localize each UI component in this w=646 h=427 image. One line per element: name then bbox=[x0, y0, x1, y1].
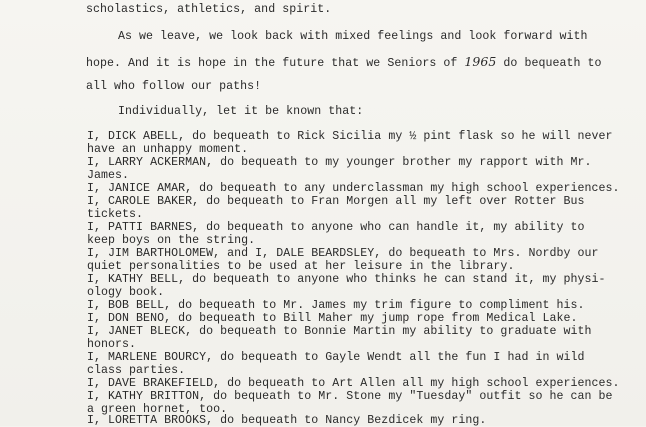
intro-line bbox=[86, 55, 602, 70]
bequest-line: a green hornet, too. bbox=[87, 403, 228, 416]
intro-heading: Individually, let it be known that: bbox=[118, 105, 364, 118]
bequest-line: keep boys on the string. bbox=[87, 234, 256, 247]
intro-line: As we leave, we look back with mixed feelings and look forward with bbox=[118, 30, 588, 43]
bequest-line: I, LARRY ACKERMAN, do bequeath to my younger brother my rapport with Mr. bbox=[87, 156, 592, 169]
bequest-line: I, DAVE BRAKEFIELD, do bequeath to Art Allen all my high school experiences. bbox=[87, 377, 620, 390]
bequest-line: I, JIM BARTHOLOMEW, and I, DALE BEARDSLEY, do bequeath to Mrs. Nordby our bbox=[87, 247, 599, 260]
bequest-line: tickets. bbox=[87, 208, 144, 221]
bequest-line: have an unhappy moment. bbox=[87, 143, 249, 156]
bequest-line: I, BOB BELL, do bequeath to Mr. James my trim figure to compliment his. bbox=[87, 299, 585, 312]
bequest-line: I, KATHY BRITTON, do bequeath to Mr. Stone my "Tuesday" outfit so he can be bbox=[87, 390, 613, 403]
bequest-line: ology book. bbox=[87, 286, 165, 299]
intro-text: hope. And it is hope in the future that we Seniors of bbox=[86, 57, 465, 70]
intro-text: do bequeath to bbox=[496, 57, 602, 70]
bequest-line: I, LORETTA BROOKS, do bequeath to Nancy Bezdicek my ring. bbox=[87, 414, 487, 427]
bequest-line: class parties. bbox=[87, 364, 186, 377]
bequest-line: I, KATHY BELL, do bequeath to anyone who thinks he can stand it, my physi- bbox=[87, 273, 606, 286]
bequest-line: I, CAROLE BAKER, do bequeath to Fran Morgen all my left over Rotter Bus bbox=[87, 195, 585, 208]
bequest-line: I, JANICE AMAR, do bequeath to any underclassman my high school experiences. bbox=[87, 182, 620, 195]
intro-line: scholastics, athletics, and spirit. bbox=[86, 3, 332, 16]
bequest-line: honors. bbox=[87, 338, 137, 351]
bequest-line: I, PATTI BARNES, do bequeath to anyone who can handle it, my ability to bbox=[87, 221, 585, 234]
intro-line: all who follow our paths! bbox=[86, 80, 262, 93]
bequest-line: I, MARLENE BOURCY, do bequeath to Gayle Wendt all the fun I had in wild bbox=[87, 351, 585, 364]
bequest-line: I, DON BENO, do bequeath to Bill Maher my jump rope from Medical Lake. bbox=[87, 312, 578, 325]
bequest-line: I, DICK ABELL, do bequeath to Rick Sicilia my ½ pint flask so he will never bbox=[87, 130, 613, 143]
handwritten-year: 1965 bbox=[464, 54, 497, 69]
bequest-line: quiet personalities to be used at her leisure in the library. bbox=[87, 260, 515, 273]
bequest-line: I, JANET BLECK, do bequeath to Bonnie Martin my ability to graduate with bbox=[87, 325, 592, 338]
bequest-line: James. bbox=[87, 169, 130, 182]
